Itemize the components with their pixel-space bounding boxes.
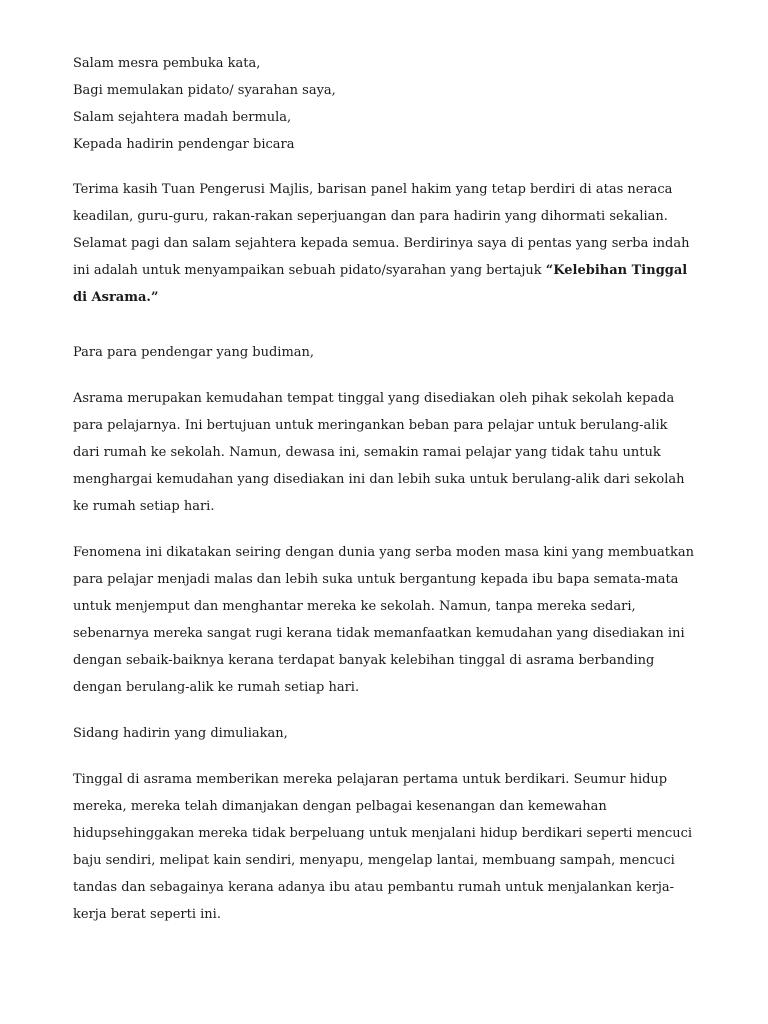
paragraph-line [73, 289, 158, 307]
paragraph-line: mereka, mereka telah dimanjakan dengan pelbagai kesenangan dan kemewahan [73, 799, 607, 814]
paragraph-line: Tinggal di asrama memberikan mereka pelajaran pertama untuk berdikari. Seumur hidup [73, 772, 668, 787]
paragraph-line: ke rumah setiap hari. [73, 499, 215, 514]
paragraph-line: untuk menjemput dan menghantar mereka ke sekolah. Namun, tanpa mereka sedari, [73, 599, 636, 614]
salutation-text: Para para pendengar yang budiman, [73, 345, 315, 360]
speech-title-end: .” [146, 290, 159, 305]
paragraph-line: keadilan, guru-guru, rakan-rakan seperjuangan dan para hadirin yang dihormati sekalian. [73, 209, 668, 224]
paragraph-line: kerja berat seperti ini. [73, 907, 221, 922]
speech-title-continued: di Asrama [73, 290, 147, 305]
intro-line-text: ini adalah untuk menyampaikan sebuah pidato/syarahan yang bertajuk [73, 263, 546, 278]
paragraph-line: dengan sebaik-baiknya kerana terdapat banyak kelebihan tinggal di asrama berbanding [73, 653, 655, 668]
paragraph-line: para pelajarnya. Ini bertujuan untuk meringankan beban para pelajar untuk berulang-alik [73, 418, 668, 433]
paragraph-line: hidupsehinggakan mereka tidak berpeluang untuk menjalani hidup berdikari seperti mencuci [73, 826, 693, 841]
paragraph-line: baju sendiri, melipat kain sendiri, menyapu, mengelap lantai, membuang sampah, mencuci [73, 853, 675, 868]
paragraph-line: tandas dan sebagainya kerana adanya ibu atau pembantu rumah untuk menjalankan kerja- [73, 880, 675, 895]
paragraph-line: Fenomena ini dikatakan seiring dengan dunia yang serba moden masa kini yang membuatkan [73, 545, 694, 560]
speech-title: “Kelebihan Tinggal [545, 263, 688, 278]
verse-line: Salam sejahtera madah bermula, [73, 110, 292, 125]
paragraph-line: para pelajar menjadi malas dan lebih suka untuk bergantung kepada ibu bapa semata-mata [73, 572, 679, 587]
paragraph-line [73, 262, 687, 280]
paragraph-line: dengan berulang-alik ke rumah setiap hari. [73, 680, 360, 695]
paragraph-line: menghargai kemudahan yang disediakan ini dan lebih suka untuk berulang-alik dari sekolah [73, 472, 685, 487]
verse-line: Bagi memulakan pidato/ syarahan saya, [73, 83, 336, 98]
paragraph-line: Asrama merupakan kemudahan tempat tinggal yang disediakan oleh pihak sekolah kepada [73, 391, 675, 406]
salutation-text: Sidang hadirin yang dimuliakan, [73, 726, 288, 741]
paragraph-line: Selamat pagi dan salam sejahtera kepada semua. Berdirinya saya di pentas yang serba indah [73, 236, 690, 251]
verse-line: Kepada hadirin pendengar bicara [73, 137, 295, 152]
verse-line: Salam mesra pembuka kata, [73, 56, 261, 71]
paragraph-line: dari rumah ke sekolah. Namun, dewasa ini, semakin ramai pelajar yang tidak tahu untuk [73, 445, 661, 460]
paragraph-line: sebenarnya mereka sangat rugi kerana tidak memanfaatkan kemudahan yang disediakan ini [73, 626, 685, 641]
paragraph-line: Terima kasih Tuan Pengerusi Majlis, barisan panel hakim yang tetap berdiri di atas neraca [73, 182, 673, 197]
